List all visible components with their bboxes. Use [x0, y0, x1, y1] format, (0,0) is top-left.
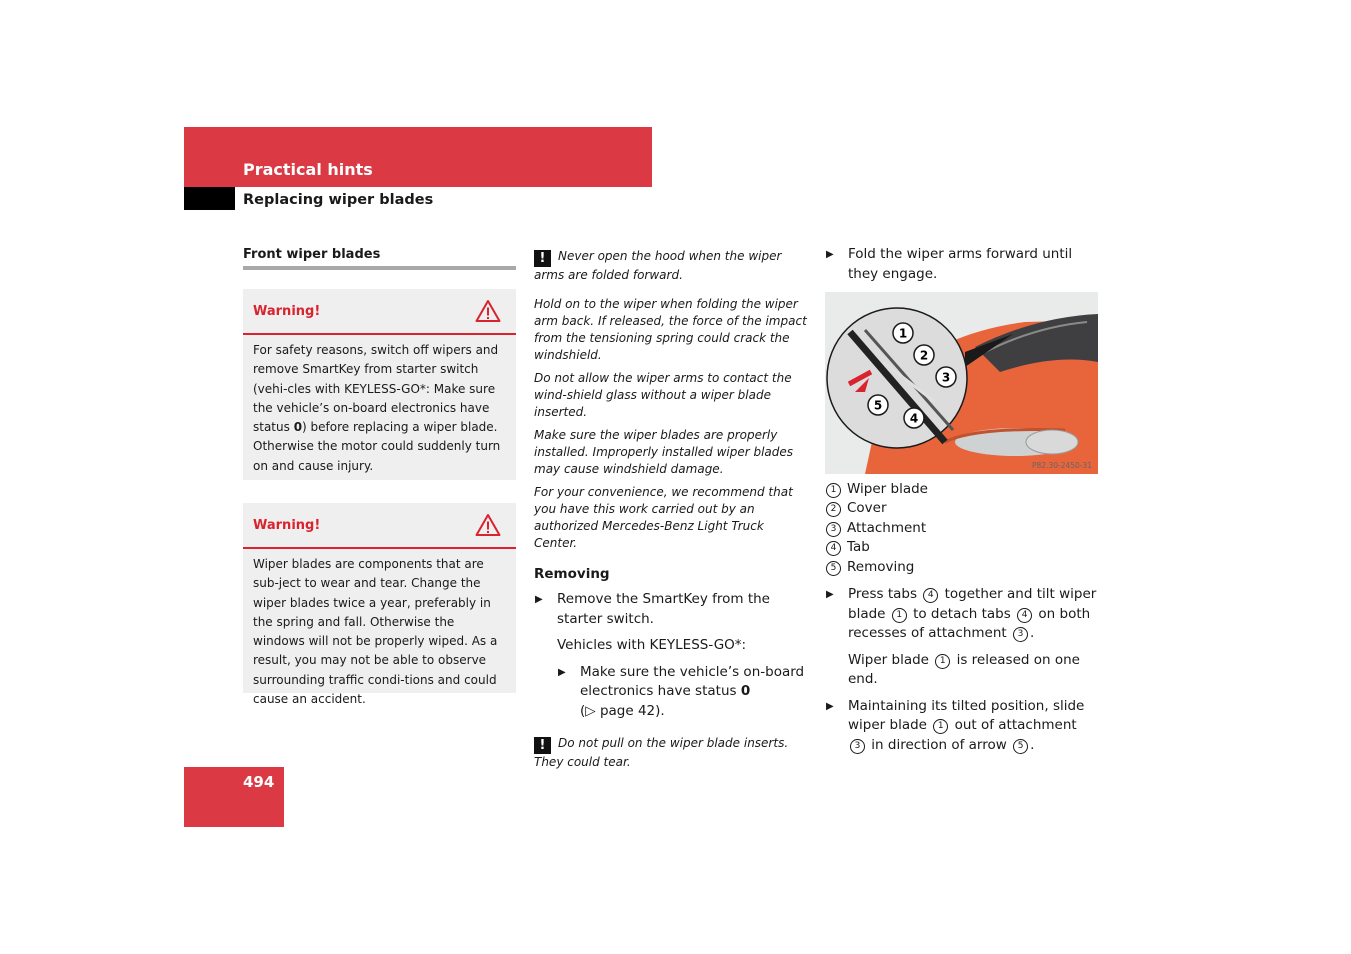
notice-6: ! Do not pull on the wiper blade inserts. They could tear. — [534, 736, 789, 769]
bullet-triangle-icon: ▶ — [826, 700, 834, 712]
notice-5: For your convenience, we recommend that you have this work carried out by an authorized Mercedes-Benz Light Truck Center. — [534, 485, 793, 550]
step-press-tabs: ▶ Press tabs 4 together and tilt wiper blade 1 to detach tabs 4 on both recesses of attachment 3 . — [826, 586, 1097, 642]
warning-box-2 — [243, 503, 516, 707]
legend-item: 3 Attachment — [825, 519, 1099, 538]
exclamation-icon: ! — [534, 737, 551, 754]
legend-item: 5 Removing — [825, 558, 1099, 577]
legend-item: 4 Tab — [825, 538, 1099, 557]
bullet-triangle-icon: ▶ — [826, 589, 834, 601]
page-number: 494 — [243, 773, 275, 791]
released-line: Wiper blade 1 is released on one end. — [848, 651, 1080, 688]
callout-4: 4 — [909, 411, 919, 426]
column-3 — [825, 245, 1099, 762]
warning-box-1 — [243, 289, 516, 480]
warning-triangle-icon — [475, 513, 501, 537]
exclamation-icon: ! — [534, 250, 551, 267]
bullet-triangle-icon: ▶ — [826, 249, 834, 260]
page-reference: (▷ page 42). — [580, 702, 665, 719]
legend-item: 1 Wiper blade — [825, 480, 1099, 499]
step-fold-wiper-arms: ▶ Fold the wiper arms forward until they engage. — [826, 246, 1073, 282]
bullet-triangle-icon: ▶ — [535, 594, 543, 605]
heading-rule — [243, 266, 516, 270]
legend-item: 2 Cover — [825, 499, 1099, 518]
section-marker — [184, 187, 235, 210]
callout-1: 1 — [898, 326, 908, 341]
legend-list — [825, 480, 1099, 577]
notice-1: ! Never open the hood when the wiper arms are folded forward. — [534, 249, 782, 282]
section-title: Replacing wiper blades — [243, 192, 434, 208]
notice-3: Do not allow the wiper arms to contact the wind-shield glass without a wiper blade inserted. — [534, 371, 792, 419]
warning-text-2: Wiper blades are components that are sub-ject to wear and tear. Change the wiper blades twice a year, preferably in the spring and fall. Otherwise the windows will not be properly wiped. As a result, you may not be able to observe surrounding traffic condi-tions and could cause an accident. — [253, 557, 498, 707]
front-wiper-heading: Front wiper blades — [243, 247, 381, 262]
callout-5: 5 — [873, 398, 883, 413]
warning-header-2 — [243, 503, 516, 549]
wiper-illustration — [825, 292, 1098, 474]
step-remove-smartkey: ▶ Remove the SmartKey from the starter switch. — [535, 591, 770, 627]
warning-triangle-icon — [475, 299, 501, 323]
warning-label-2: Warning! — [253, 518, 321, 533]
callout-3: 3 — [941, 370, 951, 385]
warning-header-1 — [243, 289, 516, 335]
status-value: 0 — [293, 420, 303, 435]
chapter-title: Practical hints — [243, 160, 373, 179]
callout-2: 2 — [919, 348, 929, 363]
column-2 — [534, 248, 810, 777]
warning-label-1: Warning! — [253, 304, 321, 319]
keyless-go-line: Vehicles with KEYLESS-GO*: — [557, 637, 747, 653]
notice-2: Hold on to the wiper when folding the wiper arm back. If released, the force of the impact from the tensioning spring could crack the windshield. — [534, 297, 807, 362]
substep-status: ▶ Make sure the vehicle’s on-board electronics have status 0 (▷ page 42). — [558, 663, 805, 719]
bullet-triangle-icon: ▶ — [558, 666, 566, 678]
image-code: P82.30-2450-31 — [1032, 461, 1093, 470]
step-slide-blade: ▶ Maintaining its tilted position, slide wiper blade 1 out of attachment 3 in direction of arrow 5 . — [826, 697, 1085, 753]
removing-heading: Removing — [534, 566, 610, 582]
warning-text-1: For safety reasons, switch off wipers and remove SmartKey from starter switch (vehi-cles with KEYLESS-GO*: Make sure the vehicle’s on-board electronics have status 0) before replacing a wiper blade. Otherwise the motor could suddenly turn on and cause injury. — [253, 343, 501, 473]
notice-4: Make sure the wiper blades are properly installed. Improperly installed wiper blades may cause windshield damage. — [534, 428, 794, 476]
